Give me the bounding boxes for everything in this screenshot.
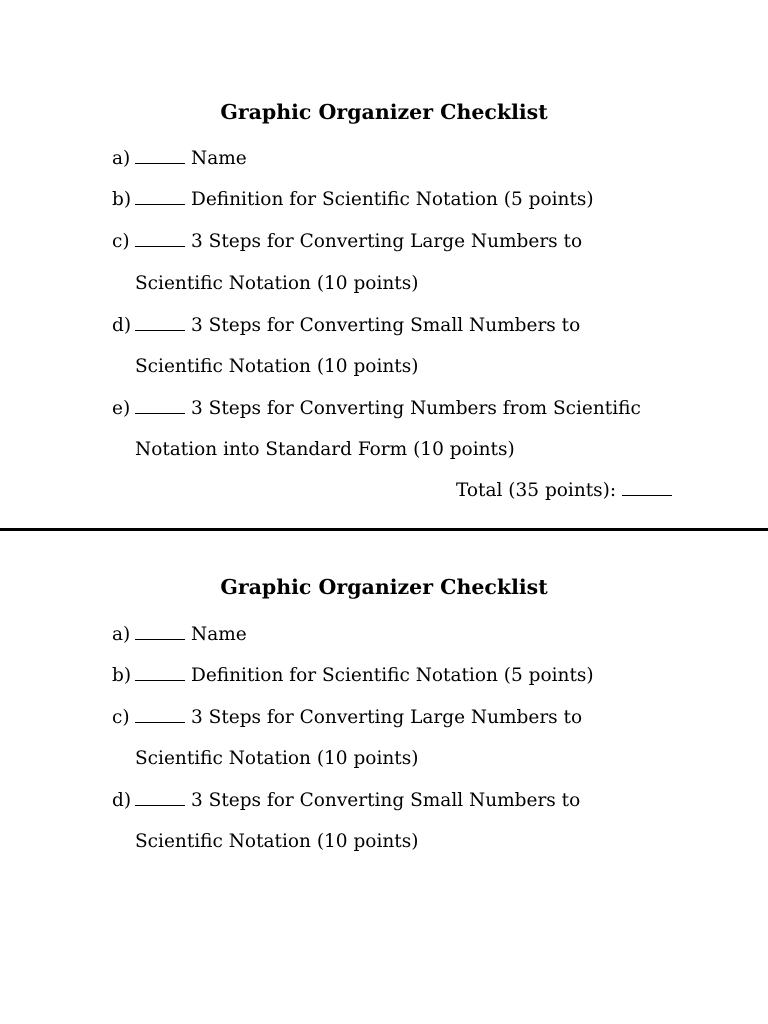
item-text: 3 Steps for Converting Small Numbers to <box>191 790 581 811</box>
item-text: Definition for Scientific Notation (5 points) <box>191 189 594 210</box>
checklist-1-total <box>456 479 672 503</box>
checklist-2-item-b <box>112 664 594 688</box>
checklist-1-item-c <box>112 230 582 254</box>
item-letter: a) <box>112 624 131 645</box>
answer-blank <box>135 638 185 640</box>
checklist-1-item-d <box>112 314 580 338</box>
item-letter: b) <box>112 665 132 686</box>
checklist-2-item-c <box>112 706 582 730</box>
checklist-2-item-d <box>112 789 580 813</box>
cut-line-divider <box>0 528 768 531</box>
item-letter: a) <box>112 148 131 169</box>
item-letter: e) <box>112 398 131 419</box>
checklist-1-item-d-continuation: Scientific Notation (10 points) <box>135 356 419 377</box>
item-letter: c) <box>112 231 130 252</box>
answer-blank <box>135 329 185 331</box>
answer-blank <box>135 804 185 806</box>
checklist-2-item-c-continuation: Scientific Notation (10 points) <box>135 748 419 769</box>
checklist-2-item-a <box>112 623 247 647</box>
item-letter: c) <box>112 707 130 728</box>
checklist-2-title: Graphic Organizer Checklist <box>220 575 548 599</box>
answer-blank <box>135 245 185 247</box>
answer-blank <box>135 162 185 164</box>
item-text: 3 Steps for Converting Large Numbers to <box>191 707 583 728</box>
checklist-1-item-b <box>112 188 594 212</box>
checklist-1-item-e-continuation: Notation into Standard Form (10 points) <box>135 439 515 460</box>
item-text: Name <box>191 624 247 645</box>
item-letter: b) <box>112 189 132 210</box>
checklist-1-item-a <box>112 147 247 171</box>
item-text: 3 Steps for Converting Numbers from Scientific <box>191 398 641 419</box>
answer-blank <box>135 412 185 414</box>
item-text: Definition for Scientific Notation (5 points) <box>191 665 594 686</box>
answer-blank <box>135 203 185 205</box>
item-text: Name <box>191 148 247 169</box>
checklist-2-item-d-continuation: Scientific Notation (10 points) <box>135 831 419 852</box>
item-text: 3 Steps for Converting Large Numbers to <box>191 231 583 252</box>
checklist-1-item-e <box>112 397 641 421</box>
item-letter: d) <box>112 315 132 336</box>
item-text: 3 Steps for Converting Small Numbers to <box>191 315 581 336</box>
total-blank <box>622 494 672 496</box>
total-label: Total (35 points): <box>456 480 617 501</box>
checklist-1-title: Graphic Organizer Checklist <box>220 100 548 124</box>
answer-blank <box>135 679 185 681</box>
item-letter: d) <box>112 790 132 811</box>
checklist-1-item-c-continuation: Scientific Notation (10 points) <box>135 273 419 294</box>
answer-blank <box>135 721 185 723</box>
